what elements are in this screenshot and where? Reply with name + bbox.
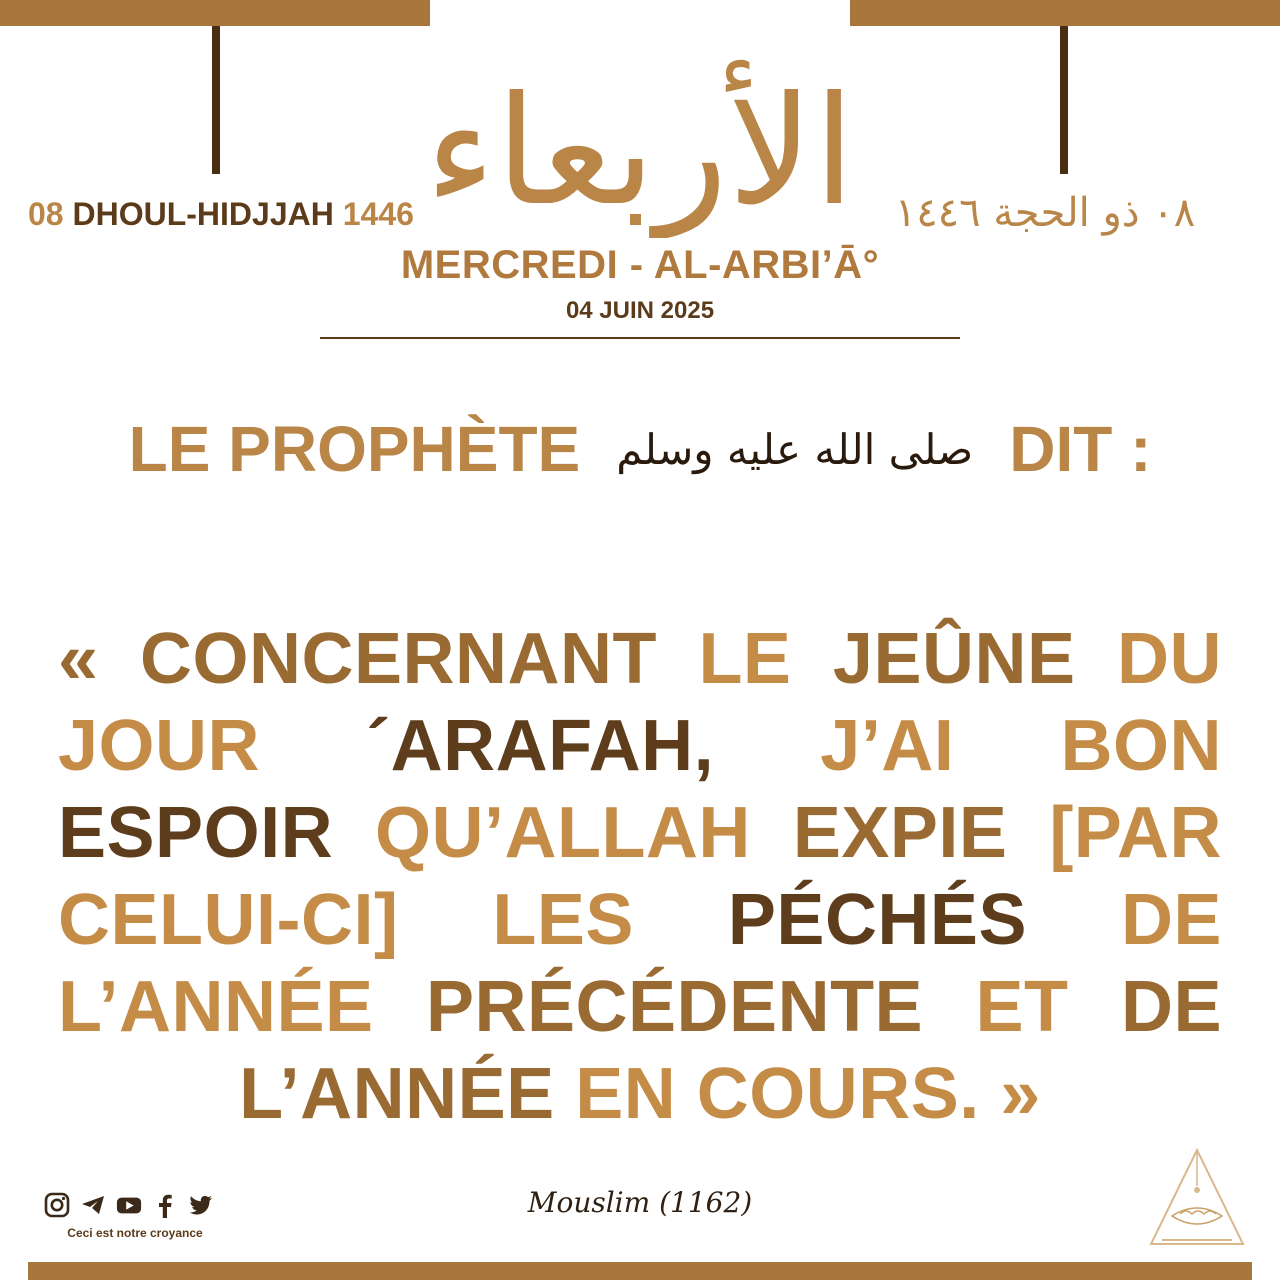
- quote-word: J’AI: [820, 706, 955, 786]
- quote-word: L’ANNÉE: [58, 967, 374, 1047]
- hijri-date-arabic: ٠٨ ذو الحجة ١٤٤٦: [894, 190, 1196, 236]
- brand-logo: [1142, 1144, 1252, 1250]
- quote-word: DU: [1116, 619, 1222, 699]
- social-icons: [44, 1190, 240, 1220]
- quote-word: CELUI-CI]: [58, 880, 399, 960]
- telegram-icon[interactable]: [80, 1192, 106, 1218]
- header-rule: [320, 337, 960, 339]
- quote-word: L’ANNÉE: [239, 1054, 555, 1134]
- divider-left: [212, 26, 220, 174]
- quote-word: JEÛNE: [832, 619, 1076, 699]
- day-label: MERCREDI - AL-ARBI’Ā°: [400, 243, 880, 287]
- quote-word: EXPIE: [792, 793, 1008, 873]
- quote-word: LES: [492, 880, 634, 960]
- intro-after: DIT :: [1009, 413, 1152, 485]
- quote-word: LE: [698, 619, 792, 699]
- quote-word: DE: [1120, 880, 1222, 960]
- quote-word: »: [1000, 1054, 1041, 1134]
- youtube-icon[interactable]: [116, 1192, 142, 1218]
- hijri-month: DHOUL-HIDJJAH: [72, 196, 334, 232]
- quote-word: PRÉCÉDENTE: [425, 967, 924, 1047]
- bottom-bar: [28, 1262, 1252, 1280]
- quote-word: «: [58, 619, 99, 699]
- quote-word: BON: [1060, 706, 1222, 786]
- quote-word: ET: [975, 967, 1069, 1047]
- hadith-quote: [58, 616, 1222, 1138]
- quote-word: QU’ALLAH: [374, 793, 751, 873]
- top-bar-right: [850, 0, 1280, 26]
- intro-line: [60, 412, 1220, 486]
- salawat-calligraphy: صلى الله عليه وسلم: [616, 424, 974, 474]
- facebook-icon[interactable]: [152, 1192, 178, 1218]
- twitter-icon[interactable]: [188, 1192, 214, 1218]
- hijri-date-latin: [28, 196, 414, 233]
- hadith-source: Mouslim (1162): [527, 1186, 753, 1219]
- quote-word: PÉCHÉS: [727, 880, 1027, 960]
- quote-word: ESPOIR: [58, 793, 334, 873]
- gregorian-date: 04 JUIN 2025: [565, 297, 715, 324]
- quote-word: [PAR: [1049, 793, 1222, 873]
- quote-word: JOUR: [58, 706, 261, 786]
- instagram-icon[interactable]: [44, 1192, 70, 1218]
- tagline: Ceci est notre croyance: [67, 1226, 203, 1240]
- arabic-day-text: الأربعاء: [424, 65, 856, 238]
- hijri-year: 1446: [342, 196, 414, 232]
- hijri-day: 08: [28, 196, 64, 232]
- intro-before: LE PROPHÈTE: [128, 413, 581, 485]
- top-bar-left: [0, 0, 430, 26]
- quote-word: DE: [1120, 967, 1222, 1047]
- quote-word: COURS.: [696, 1054, 980, 1134]
- arabic-day-calligraphy: [400, 28, 880, 238]
- quote-word: EN: [575, 1054, 677, 1134]
- quote-word: ´ARAFAH,: [366, 706, 715, 786]
- divider-right: [1060, 26, 1068, 174]
- quote-word: CONCERNANT: [140, 619, 657, 699]
